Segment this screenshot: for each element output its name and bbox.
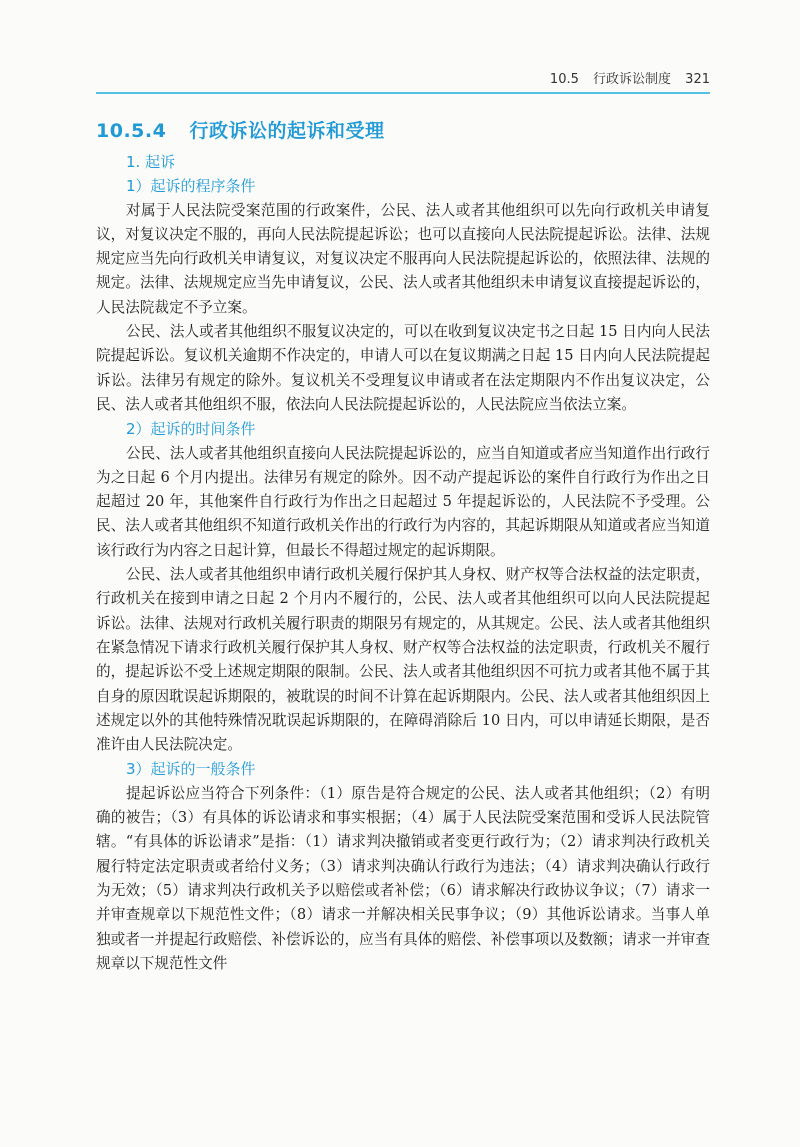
paragraph-1: 对属于人民法院受案范围的行政案件，公民、法人或者其他组织可以先向行政机关申请复议，对复议决定不服的，再向人民法院提起诉讼；也可以直接向人民法院提起诉讼。法律、法规规定应当先向行政机关申请复议，对复议决定不服再向人民法院提起诉讼的，依照法律、法规的规定。法律、法规规定应当先申请复议，公民、法人或者其他组织未申请复议直接提起诉讼的，人民法院裁定不予立案。 (96, 201, 710, 316)
paragraph-3: 公民、法人或者其他组织直接向人民法院提起诉讼的，应当自知道或者应当知道作出行政行为之日起 6 个月内提出。法律另有规定的除外。因不动产提起诉讼的案件自行政行为作出之日起超过 20 年，其他案件自行政行为作出之日起超过 5 年提起诉讼的，人民法院不予受理。公民、法人或者其他组织不知道行政机关作出的行政行为内容的，其起诉期限从知道或者应当知道该行政行为内容之日起计算，但最长不得超过规定的起诉期限。 (96, 444, 710, 559)
subheading-procedural-conditions: 1）起诉的程序条件 (126, 177, 256, 196)
subheading-general-conditions: 3）起诉的一般条件 (126, 760, 256, 779)
paragraph-2: 公民、法人或者其他组织不服复议决定的，可以在收到复议决定书之日起 15 日内向人民法院提起诉讼。复议机关逾期不作决定的，申请人可以在复议期满之日起 15 日内向人民法院提起诉讼。法律另有规定的除外。复议机关不受理复议申请或者在法定期限内不作出复议决定，公民、法人或者其他组织不服，依法向人民法院提起诉讼的，人民法院应当依法立案。 (96, 323, 710, 413)
subheading-time-conditions: 2）起诉的时间条件 (126, 420, 256, 439)
section-title: 行政诉讼的起诉和受理 (189, 120, 385, 142)
paragraph-5: 提起诉讼应当符合下列条件：（1）原告是符合规定的公民、法人或者其他组织；（2）有明确的被告；（3）有具体的诉讼请求和事实根据；（4）属于人民法院受案范围和受诉人民法院管辖。“有具体的诉讼请求”是指：（1）请求判决撤销或者变更行政行为；（2）请求判决行政机关履行特定法定职责或者给付义务；（3）请求判决确认行政行为违法；（4）请求判决确认行政行为无效；（5）请求判决行政机关予以赔偿或者补偿；（6）请求解决行政协议争议；（7）请求一并审查规章以下规范性文件；（8）请求一并解决相关民事争议；（9）其他诉讼请求。当事人单独或者一并提起行政赔偿、补偿诉讼的，应当有具体的赔偿、补偿事项以及数额；请求一并审查规章以下规范性文件 (96, 784, 710, 972)
section-heading (96, 116, 384, 143)
page-body (96, 150, 710, 976)
page-number: 321 (685, 72, 710, 87)
header-text (540, 68, 710, 87)
header-section-number: 10.5 (549, 72, 579, 87)
section-number: 10.5.4 (96, 120, 167, 142)
heading-prosecution: 1. 起诉 (126, 153, 176, 171)
paragraph-4: 公民、法人或者其他组织申请行政机关履行保护其人身权、财产权等合法权益的法定职责，行政机关在接到申请之日起 2 个月内不履行的，公民、法人或者其他组织可以向人民法院提起诉讼。法律、法规对行政机关履行职责的期限另有规定的，从其规定。公民、法人或者其他组织在紧急情况下请求行政机关履行保护其人身权、财产权等合法权益的法定职责，行政机关不履行的，提起诉讼不受上述规定期限的限制。公民、法人或者其他组织因不可抗力或者其他不属于其自身的原因耽误起诉期限的，被耽误的时间不计算在起诉期限内。公民、法人或者其他组织因上述规定以外的其他特殊情况耽误起诉期限的，在障碍消除后 10 日内，可以申请延长期限，是否准许由人民法院决定。 (96, 566, 710, 754)
header-chapter-title: 行政诉讼制度 (593, 72, 672, 87)
running-header (96, 66, 710, 94)
